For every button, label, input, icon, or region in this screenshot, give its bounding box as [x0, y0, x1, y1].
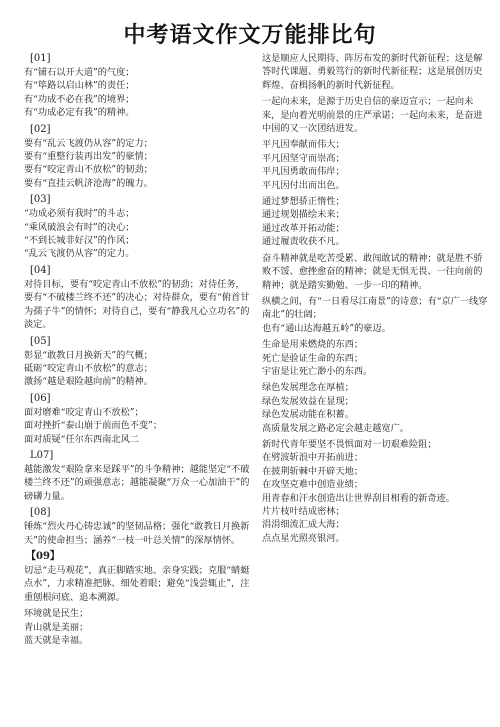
passage-block — [24, 506, 250, 547]
section-number: L07] — [30, 449, 54, 461]
passage-block — [262, 95, 488, 135]
text-line: 平凡因勇敢而伟岸； — [262, 166, 345, 178]
text-line: 高质量发展之路必定会越走越宽广。 — [262, 422, 409, 434]
section-number: [06] — [30, 392, 51, 404]
text-line: 要有“咬定青山不放松”的韧劲； — [24, 164, 153, 176]
text-line: 奋斗精神就是吃苦受累、敢闯敢试的精神；就是胜不骄败不馁、愈挫愈奋的精神；就是无惧无畏、一往向前的精神；就是踏实勤勉、一步一印的精神。 — [262, 252, 483, 291]
text-line: 有“铺石以开大道”的气度； — [24, 67, 135, 78]
text-line: 通过改革开拓动能； — [262, 222, 345, 234]
text-line: 面对磨难“咬定青山不放松”； — [24, 406, 144, 418]
text-line: 用青春和汗水创造出让世界刮目相看的新奇迹。 — [262, 492, 455, 504]
right-column — [262, 52, 488, 548]
text-line: 面对挫折“泰山崩于前而色不变”； — [24, 420, 163, 432]
passage-block — [262, 338, 488, 378]
section-number: [08] — [30, 507, 51, 519]
text-line: 面对质疑“任尔东西南北风二 — [24, 433, 139, 445]
passage-block — [24, 264, 250, 332]
text-line: 越能激发“艰险拿来是踩平”的斗争精神；越能坚定“不破楼兰终不还”的顽强意志；越能凝聚“万众一心加油干”的磅礴力量。 — [24, 463, 250, 502]
passage-block — [262, 438, 488, 545]
text-line: 通过规划描绘未来； — [262, 209, 345, 221]
passage-block — [24, 607, 250, 647]
text-line: 激扬“越是艰险越向前”的精神。 — [24, 376, 153, 388]
text-line: 要有“重整行装再出发”的豪情； — [24, 151, 153, 163]
text-line: 平凡因奉献而伟大； — [262, 139, 345, 151]
text-line: 在攻坚克难中创造业绩； — [262, 479, 364, 491]
passage-block — [24, 335, 250, 389]
text-line: 青山就是美丽； — [24, 621, 89, 633]
passage-block — [262, 138, 488, 192]
passage-block — [262, 295, 488, 335]
text-line: 绿色发展效益在显现； — [262, 395, 354, 407]
text-line: 通过梦想骄正惰性； — [262, 196, 345, 208]
text-line: 通过履责收获不凡。 — [262, 236, 345, 248]
text-line: 平凡因付出而出色。 — [262, 179, 345, 191]
text-line: 在劈波斩浪中开拓前进； — [262, 452, 364, 464]
text-line: 新时代青年要坚不畏惧面对一切艰难险阻； — [262, 438, 437, 450]
text-line: “不到长城非好汉”的作风； — [24, 235, 135, 247]
text-line: 锤炼“烈火丹心铸忠诚”的坚韧品格；强化“敢教日月换新天”的使命担当；涵养“一枝一叶总关情”的深厚情怀。 — [24, 521, 250, 546]
text-line: 有“功成必定有我”的精神。 — [24, 107, 135, 119]
text-line: 切忌“走马观花”，真正脚踏实地、亲身实践；克服“蜻蜓点水”，力求精准把脉、细处着眼；避免“浅尝辄止”，注重刨根问底、追本溯源。 — [24, 564, 250, 603]
passage-block — [24, 193, 250, 261]
text-line: “乘风破浪会有时”的决心； — [24, 221, 135, 233]
text-line: 对待目标，要有“咬定青山不放松”的韧劲；对待任务，要有“不破楼兰终不还”的决心；对待群众，要有“俯首甘为孺子牛”的情怀；对待自己，要有“静我凡心立功名”的淡定。 — [24, 278, 250, 331]
text-line: 片片枝叶结成密林； — [262, 506, 345, 517]
passage-block — [262, 381, 488, 435]
text-line: 宇宙是让死亡渺小的东西。 — [262, 365, 373, 377]
section-number: [03] — [30, 194, 51, 206]
text-line: 有“功成不必在我”的境界； — [24, 93, 135, 105]
text-line: 在披荆斩棘中开辟天地； — [262, 465, 364, 477]
text-line: “功成必须有我时”的斗志； — [24, 208, 135, 220]
text-line: 死亡是验证生命的东西； — [262, 352, 364, 364]
left-column — [24, 52, 250, 650]
passage-block — [262, 52, 488, 92]
text-line: 有“筚路以启山林”的责任； — [24, 80, 135, 92]
passage-block — [24, 52, 250, 120]
passage-block — [24, 123, 250, 191]
text-line: 环境就是民生； — [24, 608, 89, 620]
passage-block — [24, 392, 250, 446]
text-line: 绿色发展理念在厚植； — [262, 382, 354, 394]
page-title: 中考语文作文万能排比句 — [123, 23, 377, 48]
section-number: [02] — [30, 123, 51, 135]
text-line: 彰显“敢教日月换新天”的气概； — [24, 349, 153, 361]
text-line: 生命是用来燃烧的东西； — [262, 339, 364, 351]
text-line: 也有“通山达海越五岭”的豪迈。 — [262, 322, 391, 334]
section-number: 【09】 — [26, 550, 60, 562]
text-line: 这是顺应人民期待、阵厉布发的新时代新征程；这是解答时代课题、勇毅笃行的新时代新征程；这是展创历史辉煌、奋楫扬帆的新时代新征程。 — [262, 53, 483, 91]
text-line: 涓涓细流汇成大海； — [262, 519, 345, 531]
passage-block — [262, 252, 488, 292]
section-number: [05] — [30, 335, 51, 347]
text-line: 绿色发展动能在积蓄。 — [262, 409, 354, 421]
text-line: 平凡因坚守而崇高； — [262, 152, 345, 164]
passage-block — [24, 550, 250, 604]
passage-block — [262, 195, 488, 249]
text-line: 一起向未来，是源于历史自信的豪迈宣示；一起向未来，是向着光明前景的庄严承诺；一起向未来，是奋进中国的又一次团结进发。 — [262, 96, 483, 135]
passage-block — [24, 449, 250, 503]
text-line: 砥砺“咬定青山不放松”的意志； — [24, 362, 153, 374]
text-line: 蓝天就是幸福。 — [24, 635, 89, 646]
section-number: [01] — [30, 53, 51, 64]
text-line: 要有“直挂云帆济沧海”的魄力。 — [24, 177, 153, 189]
section-number: [04] — [30, 264, 51, 276]
text-line: 要有“乱云飞渡仍从容”的定力； — [24, 137, 153, 149]
text-line: 纵横之间，有“一日看尽江南景”的诗意；有“京广一线穿南北”的壮阔； — [262, 295, 488, 321]
text-line: 点点星光照亮银河。 — [262, 532, 345, 544]
text-line: “乱云飞渡仍从容”的定力。 — [24, 248, 135, 260]
